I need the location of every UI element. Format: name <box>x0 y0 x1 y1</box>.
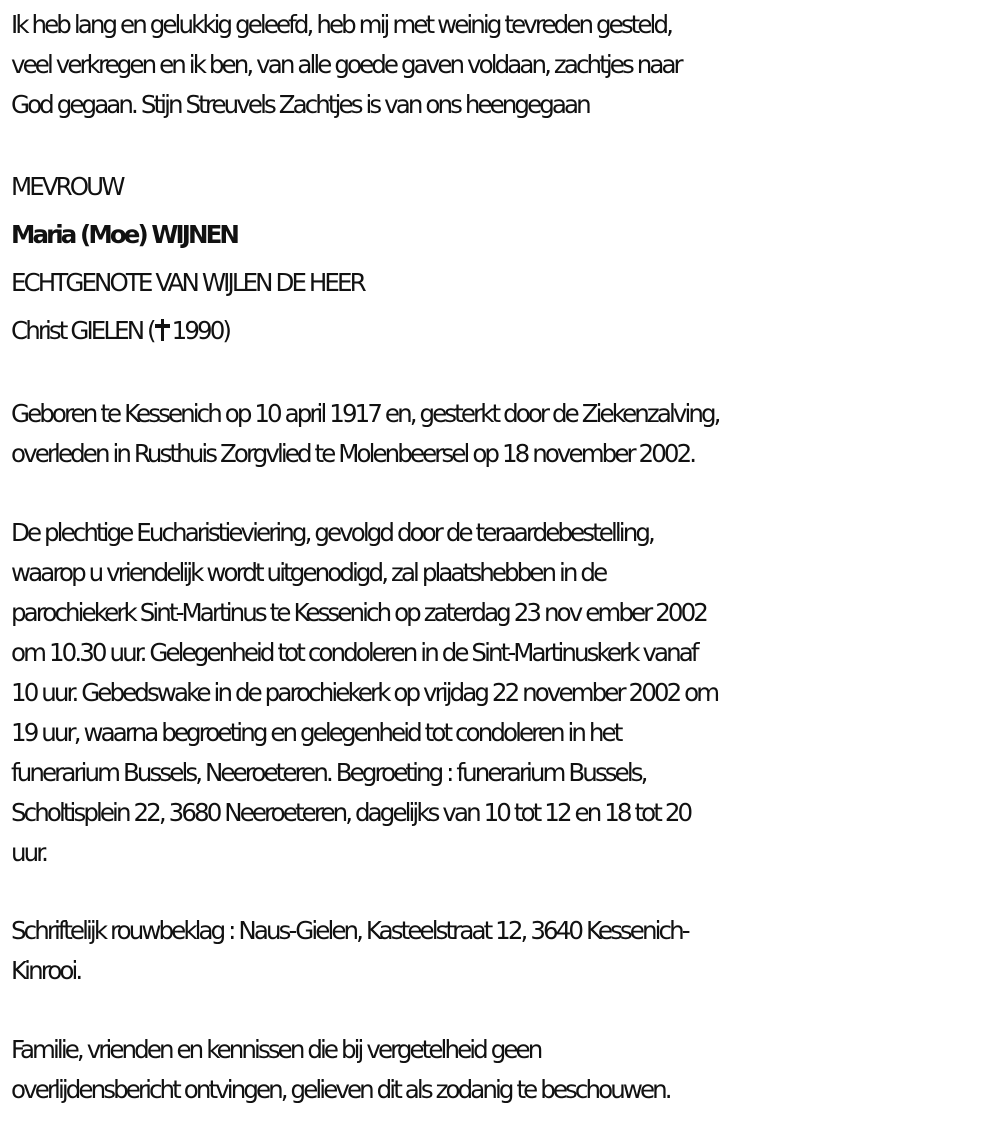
ceremony-line: funerarium Bussels, Neeroeteren. Begroeting : funerarium Bussels, <box>11 757 646 787</box>
cross-icon <box>155 318 171 342</box>
obituary-document <box>11 0 996 1110</box>
opening-quote <box>11 5 996 125</box>
ceremony-line: 10 uur. Gebedswake in de parochiekerk op vrijdag 22 november 2002 om <box>11 677 718 707</box>
spouse-death-year: 1990) <box>171 316 230 345</box>
ceremony-line: Scholtisplein 22, 3680 Neeroeteren, dagelijks van 10 tot 12 en 18 tot 20 <box>11 797 691 827</box>
deceased-title: MEVROUW <box>11 172 123 201</box>
condolence-address-line: Schriftelijk rouwbeklag : Naus-Gielen, Kasteelstraat 12, 3640 Kessenich- <box>11 916 688 945</box>
birth-death-line: overleden in Rusthuis Zorgvlied te Molenbeersel op 18 november 2002. <box>11 439 695 468</box>
ceremony-line: 19 uur, waarna begroeting en gelegenheid tot condoleren in het <box>11 717 621 747</box>
spouse-name: Christ GIELEN ( <box>11 316 154 345</box>
ceremony-line: waarop u vriendelijk wordt uitgenodigd, zal plaatshebben in de <box>11 557 606 587</box>
birth-death-line: Geboren te Kessenich op 10 april 1917 en, gesterkt door de Ziekenzalving, <box>11 399 719 428</box>
closing-note-paragraph <box>11 1030 996 1110</box>
closing-note-line: overlijdensbericht ontvingen, gelieven dit als zodanig te beschouwen. <box>11 1074 670 1104</box>
quote-line: God gegaan. Stijn Streuvels Zachtjes is van ons heengegaan <box>11 90 589 119</box>
condolence-address-line: Kinrooi. <box>11 956 81 985</box>
ceremony-line: De plechtige Eucharistieviering, gevolgd door de teraardebestelling, <box>11 517 653 547</box>
closing-note-line: Familie, vrienden en kennissen die bij vergetelheid geen <box>11 1034 541 1064</box>
quote-line: veel verkregen en ik ben, van alle goede gaven voldaan, zachtjes naar <box>11 50 681 79</box>
deceased-relation: ECHTGENOTE VAN WIJLEN DE HEER <box>11 268 364 297</box>
condolence-address-paragraph <box>11 911 996 991</box>
ceremony-line: uur. <box>11 837 47 867</box>
ceremony-line: parochiekerk Sint-Martinus te Kessenich op zaterdag 23 nov ember 2002 <box>11 597 706 627</box>
birth-death-paragraph <box>11 394 996 474</box>
spouse-line <box>11 307 996 355</box>
ceremony-line: om 10.30 uur. Gelegenheid tot condoleren in de Sint-Martinuskerk vanaf <box>11 637 697 667</box>
deceased-name: Maria (Moe) WIJNEN <box>11 220 238 249</box>
ceremony-paragraph <box>11 513 996 873</box>
quote-line: Ik heb lang en gelukkig geleefd, heb mij met weinig tevreden gesteld, <box>11 10 672 39</box>
